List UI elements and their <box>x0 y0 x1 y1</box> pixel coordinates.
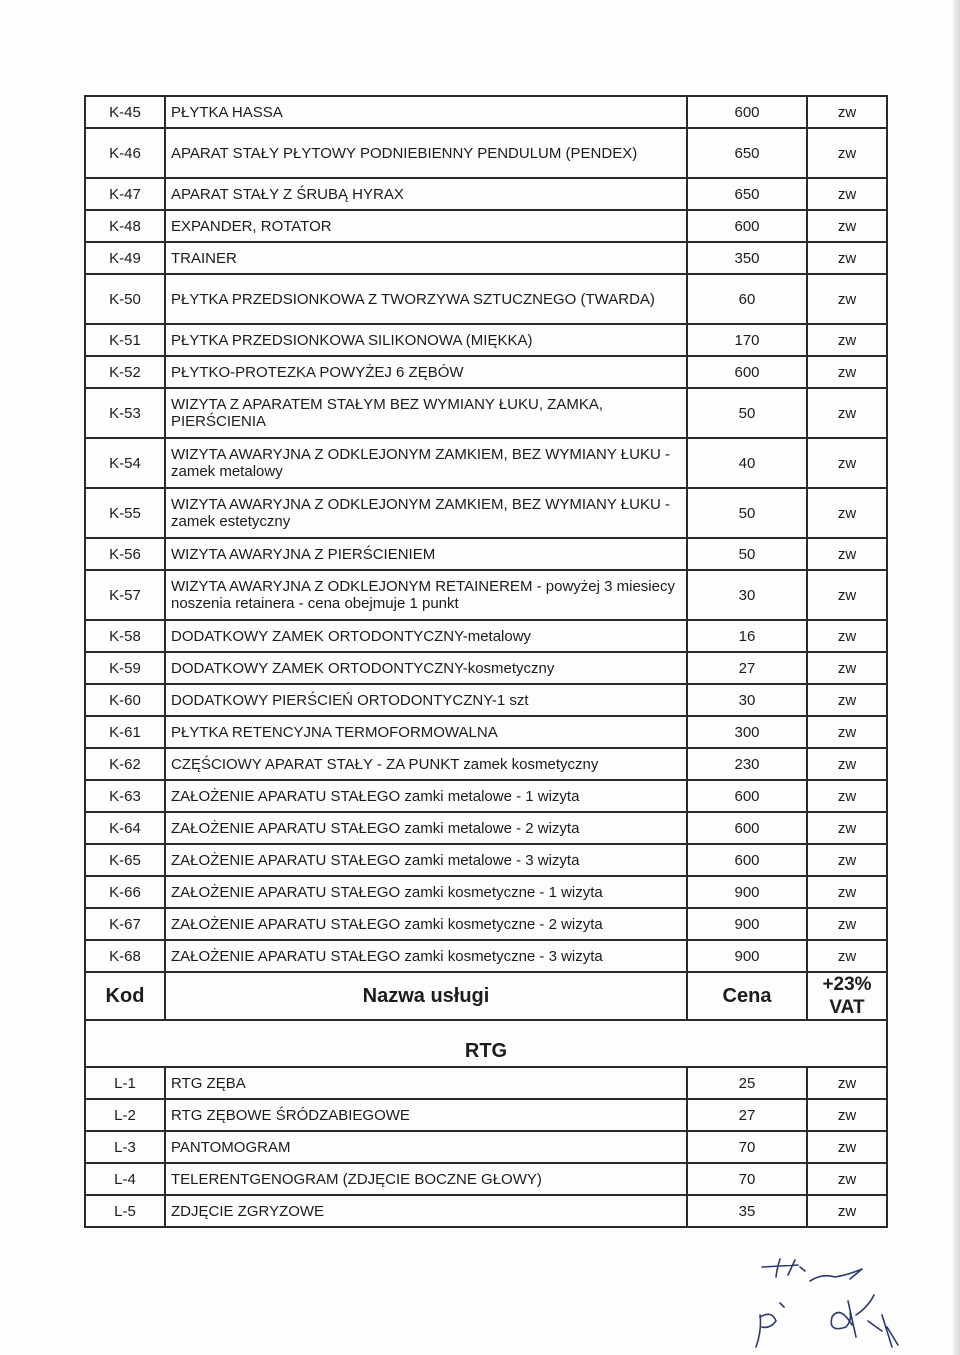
row-price: 600 <box>687 812 807 844</box>
row-name: ZAŁOŻENIE APARATU STAŁEGO zamki metalowe - 3 wizyta <box>165 844 687 876</box>
row-code: K-55 <box>85 488 165 538</box>
row-price: 600 <box>687 844 807 876</box>
row-price: 70 <box>687 1131 807 1163</box>
row-vat: zw <box>807 684 887 716</box>
page-edge <box>953 0 960 1355</box>
row-code: K-47 <box>85 178 165 210</box>
row-code: K-59 <box>85 652 165 684</box>
row-vat: zw <box>807 96 887 128</box>
row-code: K-61 <box>85 716 165 748</box>
header-row <box>85 972 887 1020</box>
row-price: 170 <box>687 324 807 356</box>
row-price: 650 <box>687 128 807 178</box>
table-row <box>85 356 887 388</box>
row-price: 300 <box>687 716 807 748</box>
table-row <box>85 324 887 356</box>
row-price: 30 <box>687 684 807 716</box>
row-code: K-66 <box>85 876 165 908</box>
table-row <box>85 1099 887 1131</box>
row-code: K-54 <box>85 438 165 488</box>
header-vat-line1: +23% <box>822 974 872 995</box>
table-row <box>85 780 887 812</box>
row-code: K-57 <box>85 570 165 620</box>
row-vat: zw <box>807 844 887 876</box>
row-name: ZDJĘCIE ZGRYZOWE <box>165 1195 687 1227</box>
row-name: DODATKOWY PIERŚCIEŃ ORTODONTYCZNY-1 szt <box>165 684 687 716</box>
row-price: 40 <box>687 438 807 488</box>
row-name: ZAŁOŻENIE APARATU STAŁEGO zamki metalowe - 1 wizyta <box>165 780 687 812</box>
row-price: 230 <box>687 748 807 780</box>
table-row <box>85 274 887 324</box>
row-name: PŁYTKA HASSA <box>165 96 687 128</box>
row-name: PANTOMOGRAM <box>165 1131 687 1163</box>
row-code: K-45 <box>85 96 165 128</box>
row-price: 60 <box>687 274 807 324</box>
table-row <box>85 1067 887 1099</box>
row-price: 30 <box>687 570 807 620</box>
row-code: L-1 <box>85 1067 165 1099</box>
row-code: K-51 <box>85 324 165 356</box>
table-row <box>85 242 887 274</box>
row-code: K-62 <box>85 748 165 780</box>
row-vat: zw <box>807 876 887 908</box>
row-vat: zw <box>807 780 887 812</box>
row-vat: zw <box>807 210 887 242</box>
signature-right <box>831 1295 898 1347</box>
section-k-body <box>85 96 887 972</box>
row-price: 900 <box>687 876 807 908</box>
row-name: PŁYTKO-PROTEZKA POWYŻEJ 6 ZĘBÓW <box>165 356 687 388</box>
row-code: K-46 <box>85 128 165 178</box>
table-row <box>85 96 887 128</box>
row-vat: zw <box>807 1099 887 1131</box>
table-row <box>85 620 887 652</box>
table-row <box>85 940 887 972</box>
row-vat: zw <box>807 538 887 570</box>
row-vat: zw <box>807 356 887 388</box>
row-code: K-56 <box>85 538 165 570</box>
row-name: WIZYTA Z APARATEM STAŁYM BEZ WYMIANY ŁUKU, ZAMKA, PIERŚCIENIA <box>165 388 687 438</box>
table-row <box>85 812 887 844</box>
table-row <box>85 438 887 488</box>
row-name: TRAINER <box>165 242 687 274</box>
row-price: 350 <box>687 242 807 274</box>
header-body <box>85 972 887 1067</box>
section-title-rtg: RTG <box>85 1020 887 1067</box>
row-code: K-64 <box>85 812 165 844</box>
row-vat: zw <box>807 748 887 780</box>
section-heading-row <box>85 1020 887 1067</box>
row-price: 600 <box>687 96 807 128</box>
row-name: DODATKOWY ZAMEK ORTODONTYCZNY-metalowy <box>165 620 687 652</box>
row-code: K-67 <box>85 908 165 940</box>
row-code: L-2 <box>85 1099 165 1131</box>
row-name: EXPANDER, ROTATOR <box>165 210 687 242</box>
table-row <box>85 1163 887 1195</box>
row-code: K-65 <box>85 844 165 876</box>
row-name: TELERENTGENOGRAM (ZDJĘCIE BOCZNE GŁOWY) <box>165 1163 687 1195</box>
table-row <box>85 716 887 748</box>
table-row <box>85 1131 887 1163</box>
table-row <box>85 210 887 242</box>
row-price: 600 <box>687 210 807 242</box>
table-row <box>85 128 887 178</box>
row-name: DODATKOWY ZAMEK ORTODONTYCZNY-kosmetyczny <box>165 652 687 684</box>
header-vat <box>807 972 887 1020</box>
row-name: ZAŁOŻENIE APARATU STAŁEGO zamki kosmetyczne - 1 wizyta <box>165 876 687 908</box>
row-vat: zw <box>807 242 887 274</box>
row-vat: zw <box>807 940 887 972</box>
row-vat: zw <box>807 570 887 620</box>
header-code: Kod <box>85 972 165 1020</box>
row-vat: zw <box>807 716 887 748</box>
section-l-body <box>85 1067 887 1227</box>
row-name: APARAT STAŁY Z ŚRUBĄ HYRAX <box>165 178 687 210</box>
row-vat: zw <box>807 324 887 356</box>
row-name: ZAŁOŻENIE APARATU STAŁEGO zamki kosmetyczne - 2 wizyta <box>165 908 687 940</box>
table-row <box>85 876 887 908</box>
row-vat: zw <box>807 1067 887 1099</box>
row-code: K-52 <box>85 356 165 388</box>
row-vat: zw <box>807 1131 887 1163</box>
row-vat: zw <box>807 1195 887 1227</box>
row-code: L-5 <box>85 1195 165 1227</box>
table-row <box>85 178 887 210</box>
row-code: K-68 <box>85 940 165 972</box>
row-price: 16 <box>687 620 807 652</box>
row-vat: zw <box>807 908 887 940</box>
row-vat: zw <box>807 652 887 684</box>
row-name: CZĘŚCIOWY APARAT STAŁY - ZA PUNKT zamek kosmetyczny <box>165 748 687 780</box>
table-row <box>85 908 887 940</box>
table-row <box>85 748 887 780</box>
row-vat: zw <box>807 488 887 538</box>
header-name: Nazwa usługi <box>165 972 687 1020</box>
table-row <box>85 388 887 438</box>
row-vat: zw <box>807 620 887 652</box>
header-vat-line2: VAT <box>829 997 865 1018</box>
row-code: K-53 <box>85 388 165 438</box>
row-name: ZAŁOŻENIE APARATU STAŁEGO zamki metalowe - 2 wizyta <box>165 812 687 844</box>
row-price: 900 <box>687 908 807 940</box>
table-row <box>85 684 887 716</box>
row-price: 50 <box>687 388 807 438</box>
row-price: 600 <box>687 780 807 812</box>
price-table <box>84 95 888 1228</box>
row-vat: zw <box>807 274 887 324</box>
signature-top <box>762 1259 862 1281</box>
table-row <box>85 488 887 538</box>
row-code: L-4 <box>85 1163 165 1195</box>
row-name: PŁYTKA PRZEDSIONKOWA SILIKONOWA (MIĘKKA) <box>165 324 687 356</box>
row-vat: zw <box>807 178 887 210</box>
row-code: K-48 <box>85 210 165 242</box>
row-vat: zw <box>807 812 887 844</box>
row-name: APARAT STAŁY PŁYTOWY PODNIEBIENNY PENDULUM (PENDEX) <box>165 128 687 178</box>
signature-left <box>756 1303 784 1347</box>
row-name: ZAŁOŻENIE APARATU STAŁEGO zamki kosmetyczne - 3 wizyta <box>165 940 687 972</box>
row-name: WIZYTA AWARYJNA Z ODKLEJONYM RETAINEREM - powyżej 3 miesiecy noszenia retainera - cena obejmuje 1 punkt <box>165 570 687 620</box>
row-name: PŁYTKA PRZEDSIONKOWA Z TWORZYWA SZTUCZNEGO (TWARDA) <box>165 274 687 324</box>
row-price: 600 <box>687 356 807 388</box>
row-price: 50 <box>687 538 807 570</box>
table-row <box>85 1195 887 1227</box>
row-price: 650 <box>687 178 807 210</box>
row-price: 35 <box>687 1195 807 1227</box>
row-vat: zw <box>807 128 887 178</box>
row-price: 27 <box>687 1099 807 1131</box>
row-code: K-50 <box>85 274 165 324</box>
row-code: K-63 <box>85 780 165 812</box>
row-name: WIZYTA AWARYJNA Z ODKLEJONYM ZAMKIEM, BEZ WYMIANY ŁUKU - zamek metalowy <box>165 438 687 488</box>
row-code: K-60 <box>85 684 165 716</box>
row-code: K-58 <box>85 620 165 652</box>
row-name: RTG ZĘBA <box>165 1067 687 1099</box>
row-vat: zw <box>807 388 887 438</box>
table-row <box>85 844 887 876</box>
row-price: 50 <box>687 488 807 538</box>
row-price: 25 <box>687 1067 807 1099</box>
row-name: PŁYTKA RETENCYJNA TERMOFORMOWALNA <box>165 716 687 748</box>
row-price: 70 <box>687 1163 807 1195</box>
row-name: WIZYTA AWARYJNA Z ODKLEJONYM ZAMKIEM, BEZ WYMIANY ŁUKU - zamek estetyczny <box>165 488 687 538</box>
header-price: Cena <box>687 972 807 1020</box>
row-vat: zw <box>807 438 887 488</box>
table-row <box>85 652 887 684</box>
table-row <box>85 538 887 570</box>
row-price: 27 <box>687 652 807 684</box>
row-price: 900 <box>687 940 807 972</box>
row-vat: zw <box>807 1163 887 1195</box>
signatures <box>740 1255 940 1350</box>
row-code: L-3 <box>85 1131 165 1163</box>
row-name: WIZYTA AWARYJNA Z PIERŚCIENIEM <box>165 538 687 570</box>
row-code: K-49 <box>85 242 165 274</box>
row-name: RTG ZĘBOWE ŚRÓDZABIEGOWE <box>165 1099 687 1131</box>
table-row <box>85 570 887 620</box>
